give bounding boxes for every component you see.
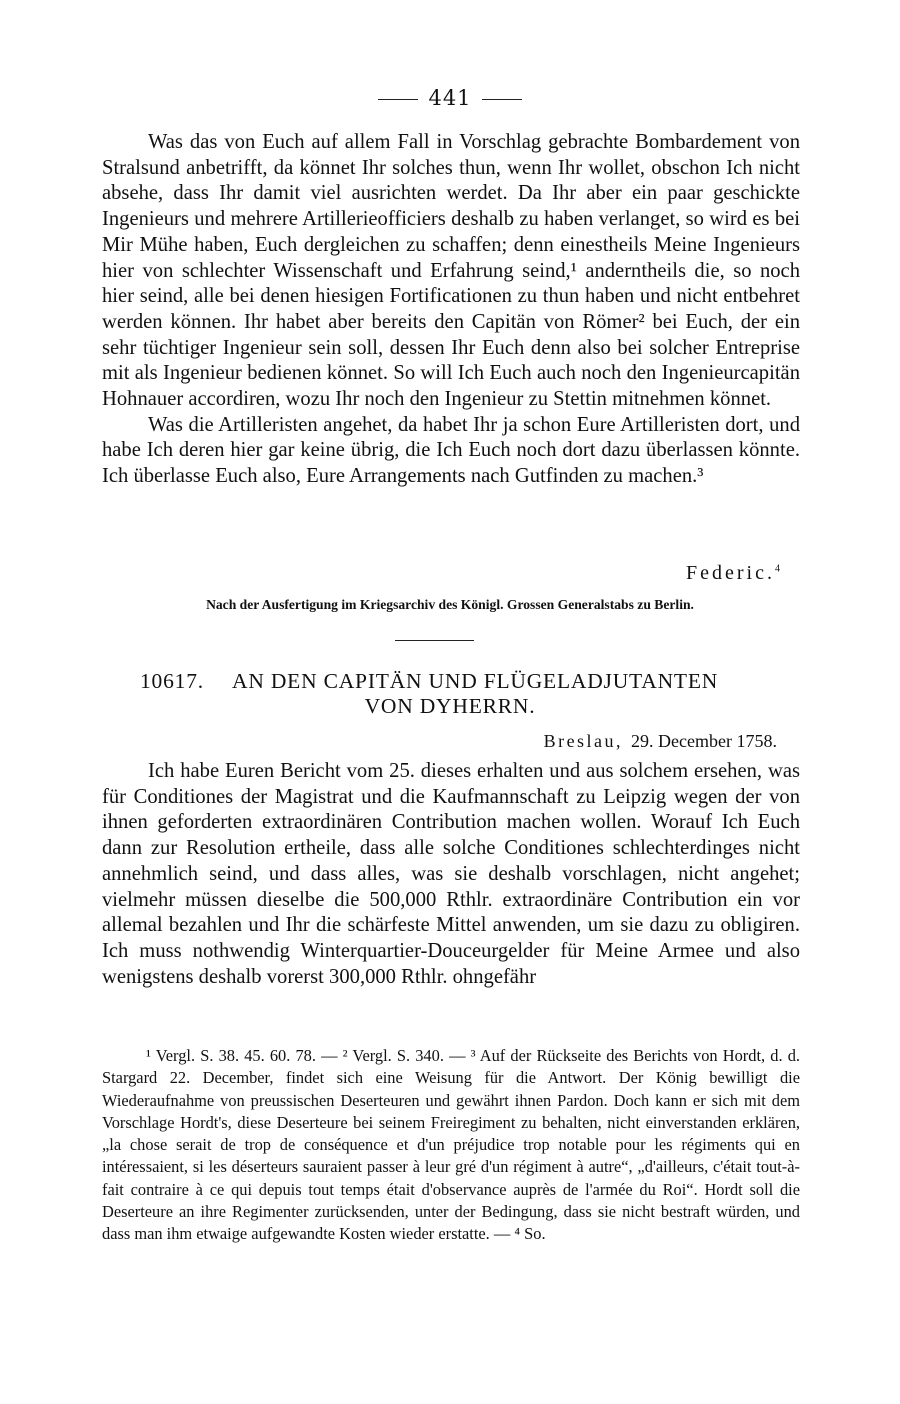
footnotes-text: ¹ Vergl. S. 38. 45. 60. 78. — ² Vergl. S. 340. — ³ Auf der Rückseite des Berichts von Hordt, d. d. Stargard 22. December, findet sich eine Weisung für die Antwort. Der König bewilligt die Wiederaufnahme von preussischen Deserteuren und gewährt ihnen Pardon. Doch kann er sich mit dem Vorschlage Hordt's, diese Deserteure bei seinem Freiregiment zu behalten, nicht einverstanden erklären, „la chose serait de trop de conséquence et d'un préjudice trop notable pour les régiments qui en intéressaient, si les déserteurs sauraient passer à leur gré d'un régiment à autre“, „d'ailleurs, c'était tout-à-fait contraire à ce qui depuis tout temps était d'observance auprès de l'armée du Roi“. Hordt soll die Deserteure an ihre Regimenter zurücksenden, unter der Bedingung, dass sie nicht bestraft würden, und dass man ihm etwaige aufgewandte Kosten wieder erstatte. — ⁴ So. (102, 1046, 800, 1244)
header-dash-left (378, 99, 418, 100)
archive-source: Nach der Ausfertigung im Kriegsarchiv des Königl. Grossen Generalstabs zu Berlin. (206, 597, 694, 612)
letter1-paragraph-2: Was die Artilleristen angehet, da habet Ihr ja schon Eure Artilleristen dort, und habe Ich deren hier gar keine übrig, die Ich Euch noch dort dazu überlassen könnte. Ich überlasse Euch also, Eure Arrangements nach Gutfinden zu machen.³ (102, 413, 800, 488)
dateline-place: Breslau, (543, 731, 624, 751)
letter1-body (102, 130, 800, 490)
footnotes (102, 1045, 800, 1246)
letter1-paragraph-1: Was das von Euch auf allem Fall in Vorschlag gebrachte Bombardement von Stralsund anbetrifft, da könnet Ihr solches thun, wenn Ihr wollet, obschon Ich nicht absehe, dass Ihr damit viel ausrichten werdet. Da Ihr aber ein paar geschickte Ingenieurs und mehrere Artillerieofficiers deshalb zu haben verlanget, so wird es bei Mir Mühe haben, Euch dergleichen zu schaffen; denn einestheils Meine Ingenieurs hier von schlechter Wissenschaft und Erfahrung seind,¹ anderntheils die, so noch hier seind, alle bei denen hiesigen Fortificationen zu thun haben und nicht entbehret werden können. Ihr habet aber bereits den Capitän von Römer² bei Euch, der ein sehr tüchtiger Ingenieur sein soll, dessen Ihr Euch denn also bei solcher Entreprise mit als Ingenieur bedienen könnet. So will Ich Euch auch noch den Ingenieurcapitän Hohnauer accordiren, wozu Ihr noch den Ingenieur zu Stettin mitnehmen könnet. (102, 131, 800, 411)
page-header (0, 86, 900, 110)
signature (686, 562, 783, 585)
page-number: 441 (428, 86, 472, 110)
recipient-line-2: VON DYHERRN. (364, 694, 536, 718)
dateline-date: 29. December 1758. (631, 731, 777, 751)
letter-number: 10617. (140, 669, 204, 693)
recipient-line-1: AN DEN CAPITÄN UND FLÜGELADJUTANTEN (232, 669, 719, 693)
letter2-paragraph-1: Ich habe Euren Bericht vom 25. dieses erhalten und aus solchem ersehen, was für Conditiones der Magistrat und die Kaufmannschaft zu Leipzig wegen der von ihnen geforderten extraordinären Contribution machen wollen. Worauf Ich Euch dann zur Resolution ertheile, dass alle solche Conditiones schlechterdinges nicht annehmlich seind, und dass alles, was sie deshalb vorschlagen, nicht angehet; vielmehr müssen dieselbe die 500,000 Rthlr. extraordinäre Contribution ein vor allemal bezahlen und Ihr die schärfeste Mittel anwenden, um sie dazu zu obligiren. Ich muss nothwendig Winterquartier-Douceurgelder für Meine Armee und also wenigstens deshalb vorerst 300,000 Rthlr. ohngefähr (102, 760, 800, 988)
section-divider (395, 640, 474, 641)
signature-footnote-marker: 4 (775, 563, 783, 575)
signature-text: Federic. (686, 562, 775, 584)
letter2-body (102, 759, 800, 990)
dateline (544, 731, 777, 752)
header-dash-right (482, 99, 522, 100)
